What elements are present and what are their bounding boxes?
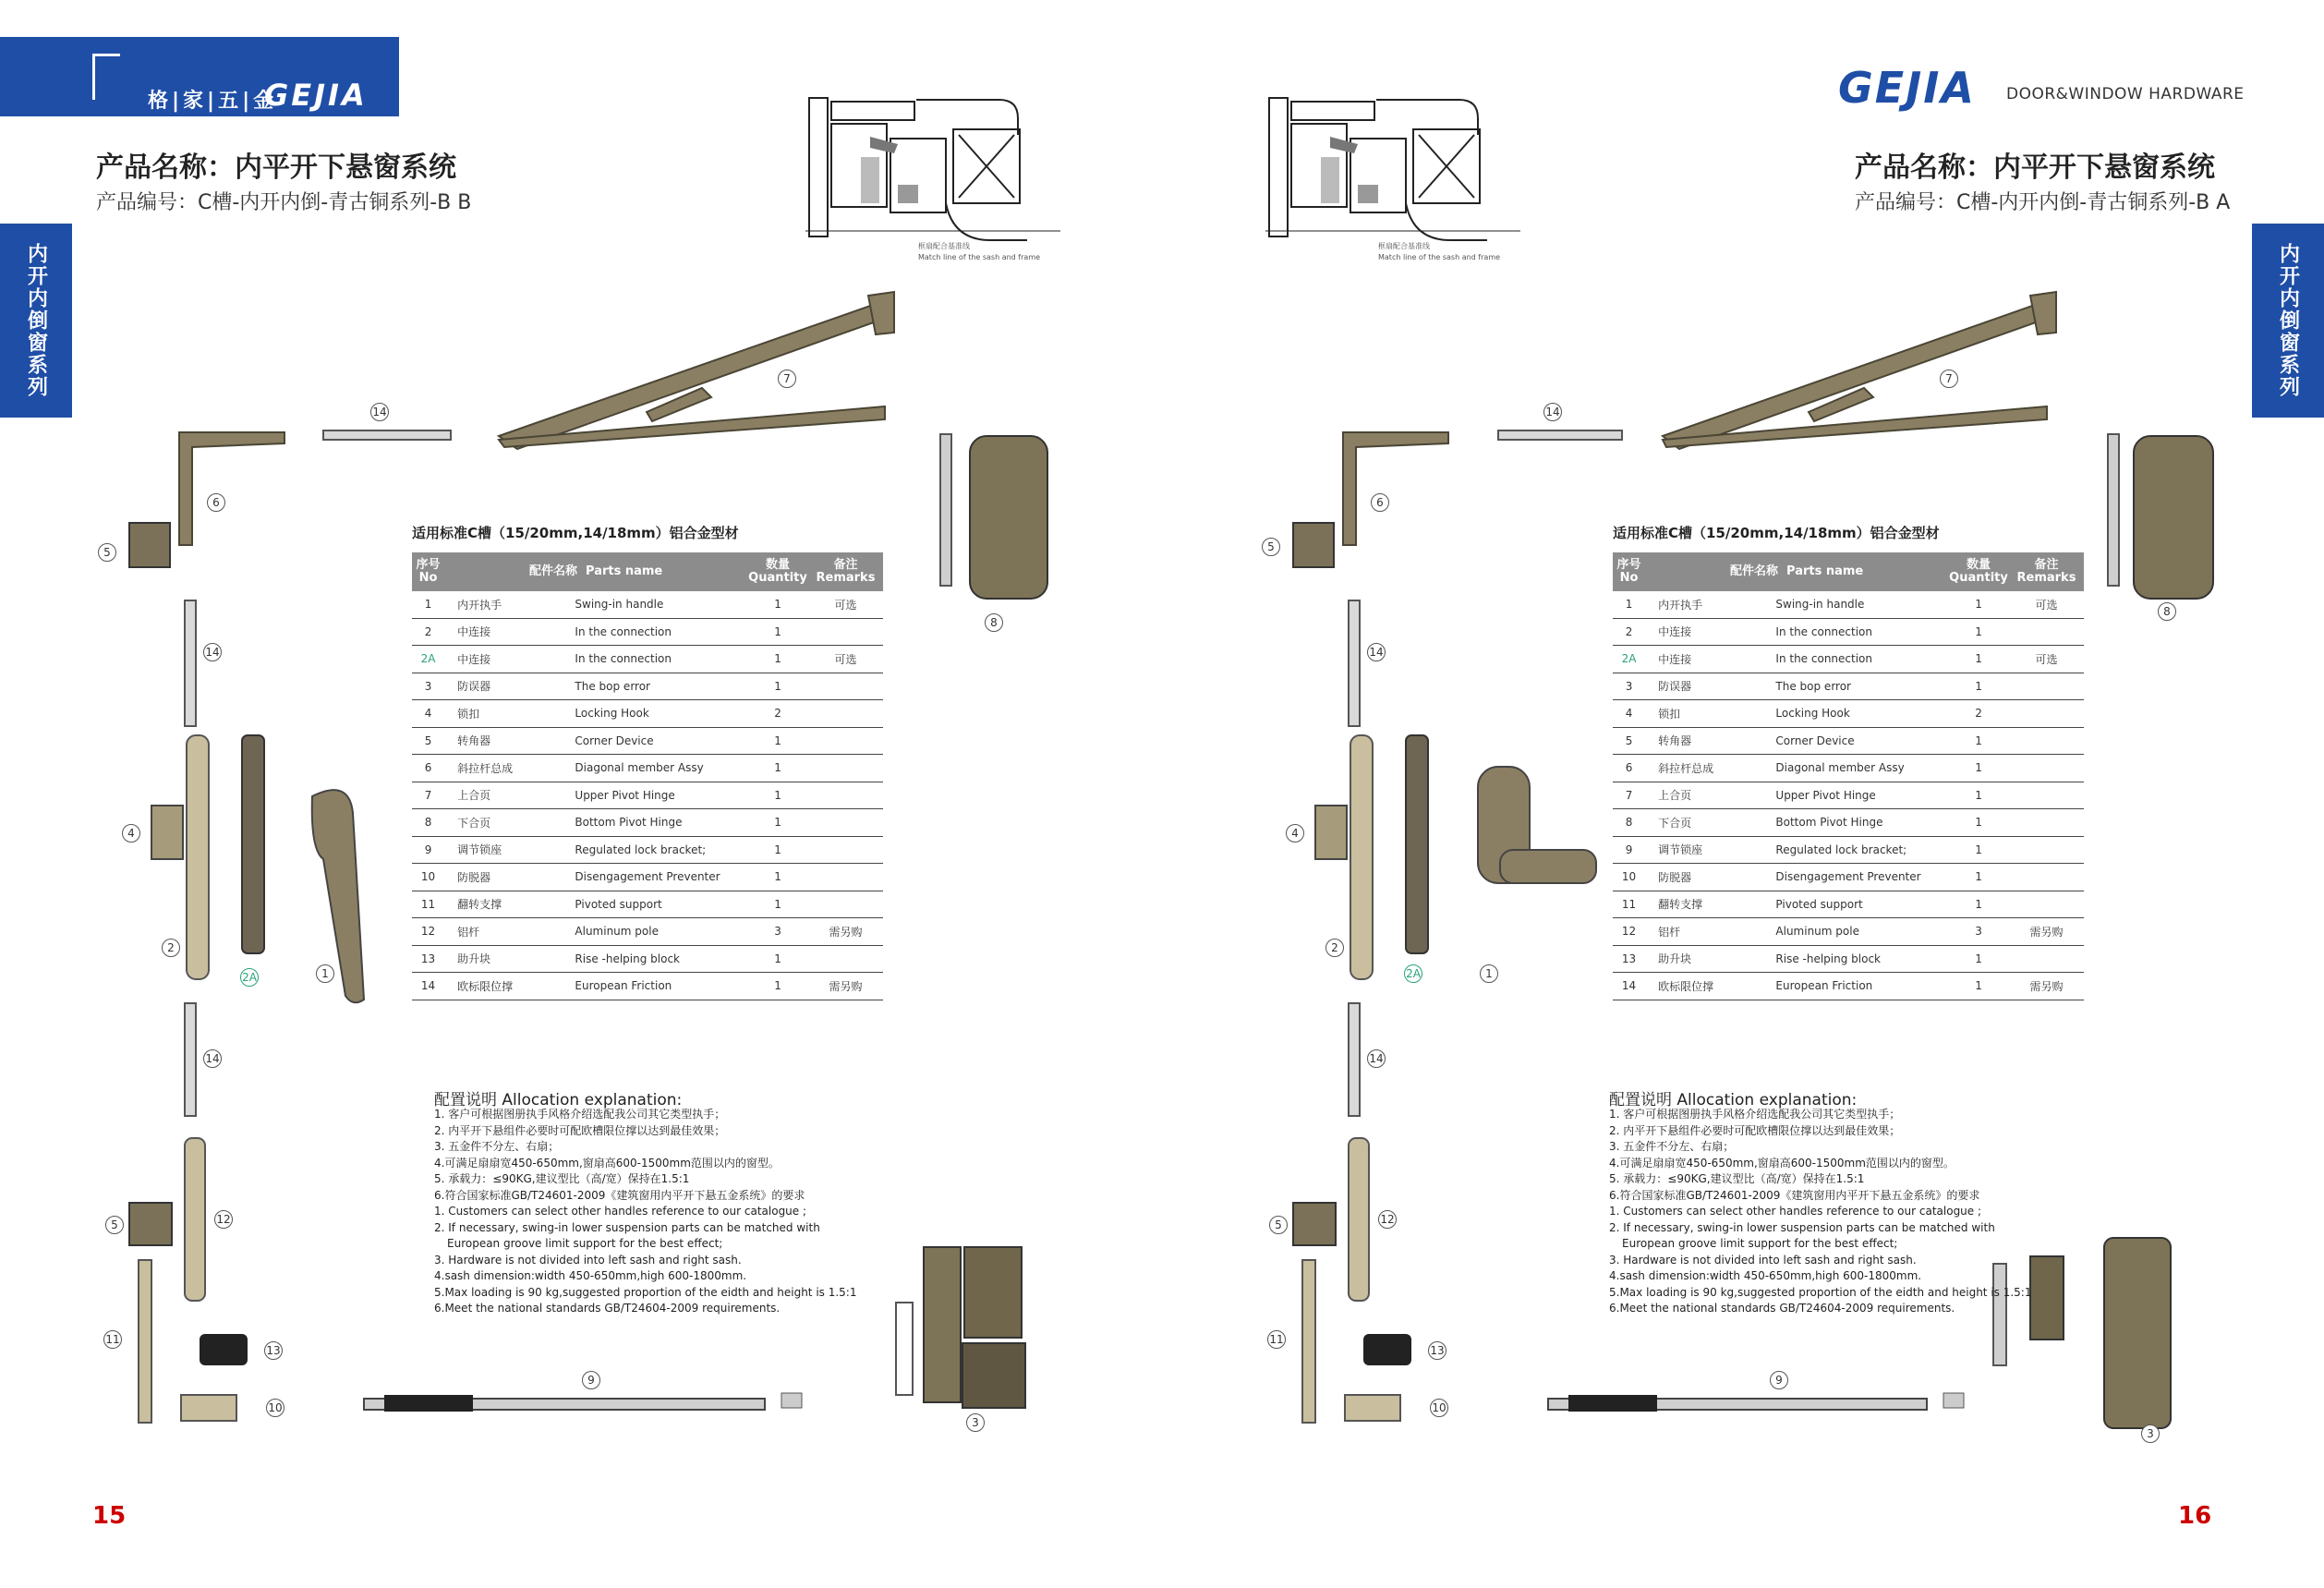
table-row: 3 防误器 The bop error 1 — [412, 673, 883, 700]
callout-13: 13 — [1428, 1341, 1446, 1360]
match-line-label-en: Match line of the sash and frame — [1378, 253, 1501, 261]
connection-rod — [1350, 735, 1373, 979]
callout-7: 8 — [2158, 602, 2176, 621]
logo-cn: 格|家|五|金 — [148, 90, 278, 113]
callout-12b: 14 — [1367, 643, 1386, 661]
table-row: 1 内开执手 Swing-in handle 1 可选 — [412, 591, 883, 618]
callout-12c: 14 — [1367, 1049, 1386, 1068]
aluminum-pole-mid — [1349, 600, 1360, 726]
product-code: 产品编号：C槽-内开内倒-青古铜系列-B A — [1855, 191, 2231, 214]
table-row: 1 内开执手 Swing-in handle 1 可选 — [1613, 591, 2084, 618]
list-item: 1. 客户可根据图册执手风格介绍选配我公司其它类型执手； — [434, 1108, 726, 1121]
upper-pivot-hinge — [2134, 436, 2213, 599]
list-item: 2. 内平开下悬组件必要时可配欧槽限位撑以达到最佳效果； — [434, 1123, 726, 1137]
callout-1: 1 — [316, 964, 334, 983]
list-item: 3. Hardware is not divided into left sash and right sash. — [1609, 1253, 1917, 1267]
col-name: 配件名称 Parts name — [1645, 552, 1948, 591]
callout-12: 14 — [370, 403, 389, 421]
product-title: 产品名称：内平开下悬窗系统 — [1855, 152, 2215, 184]
disengagement-preventer — [139, 1260, 151, 1423]
callout-12: 14 — [1543, 403, 1562, 421]
locking-hook-top — [129, 523, 170, 567]
allocation-title: 配置说明 Allocation explanation: — [1609, 1091, 1858, 1109]
bottom-pivot-hinge — [2104, 1238, 2171, 1428]
callout-2a: 2A — [240, 968, 259, 987]
pivoted-support — [1349, 1138, 1369, 1301]
callout-4: 5 — [1262, 538, 1280, 556]
callout-8: 3 — [2141, 1424, 2160, 1443]
list-item: 4.sash dimension:width 450-650mm,high 600-1800mm. — [434, 1269, 747, 1282]
diagonal-member-assy — [1663, 292, 2056, 449]
table-row: 6 斜拉杆总成 Diagonal member Assy 1 — [412, 755, 883, 782]
connection-2a — [242, 735, 264, 953]
locking-hook-top — [1293, 523, 1334, 567]
spec-line: 适用标准C槽（15/20mm,14/18mm）铝合金型材 — [412, 525, 739, 541]
parts-table — [412, 552, 883, 1000]
brand-subtitle: DOOR&WINDOW HARDWARE — [2006, 85, 2245, 103]
col-remarks: 备注 Remarks — [2009, 552, 2084, 591]
locking-hook-bottom — [129, 1203, 172, 1245]
match-line-label-cn: 框扇配合基准线 — [918, 242, 970, 250]
table-row: 3 防误器 The bop error 1 — [1613, 673, 2084, 700]
col-no: 序号 No — [1613, 552, 1645, 591]
table-row: 7 上合页 Upper Pivot Hinge 1 — [412, 782, 883, 809]
list-item: 6.符合国家标准GB/T24601-2009《建筑窗用内平开下悬五金系统》的要求 — [434, 1188, 805, 1202]
page-number: 15 — [92, 1502, 127, 1530]
list-item: 2. 内平开下悬组件必要时可配欧槽限位撑以达到最佳效果； — [1609, 1123, 1901, 1137]
bottom-pivot-hinge — [924, 1247, 961, 1402]
table-row: 13 助升块 Rise -helping block 1 — [412, 945, 883, 973]
table-row: 14 欧标限位撑 European Friction 1 需另购 — [412, 973, 883, 1000]
table-row: 9 调节锁座 Regulated lock bracket; 1 — [1613, 836, 2084, 864]
callout-13: 13 — [264, 1341, 283, 1360]
table-row: 5 转角器 Corner Device 1 — [1613, 727, 2084, 755]
table-row: 4 锁扣 Locking Hook 2 — [1613, 700, 2084, 728]
col-qty: 数量 Quantity — [747, 552, 808, 591]
aluminum-pole-bottom — [185, 1003, 196, 1116]
callout-1: 1 — [1480, 964, 1498, 983]
callout-12c: 14 — [203, 1049, 222, 1068]
table-row: 10 防脱器 Disengagement Preventer 1 — [412, 864, 883, 891]
list-item: 4.sash dimension:width 450-650mm,high 600-1800mm. — [1609, 1269, 1922, 1282]
table-row: 5 转角器 Corner Device 1 — [412, 727, 883, 755]
callout-3: 4 — [1286, 824, 1304, 842]
table-row: 2A 中连接 In the connection 1 可选 — [412, 646, 883, 673]
table-row: 11 翻转支撑 Pivoted support 1 — [1613, 891, 2084, 918]
list-item: 4.可满足扇扇宽450-650mm,窗扇高600-1500mm范围以内的窗型。 — [434, 1156, 780, 1170]
locking-hook-bottom — [1293, 1203, 1336, 1245]
product-code: 产品编号：C槽-内开内倒-青古铜系列-B B — [96, 191, 472, 214]
connection-rod — [187, 735, 209, 979]
callout-2: 2 — [1325, 939, 1344, 957]
rise-helping-block — [1363, 1334, 1411, 1365]
table-row: 2 中连接 In the connection 1 — [412, 618, 883, 646]
list-item: 6.Meet the national standards GB/T24604-2009 requirements. — [1609, 1302, 1955, 1315]
spec-line: 适用标准C槽（15/20mm,14/18mm）铝合金型材 — [1613, 525, 1940, 541]
list-item: 1. Customers can select other handles reference to our catalogue ; — [434, 1205, 807, 1218]
aluminum-pole-bottom — [1349, 1003, 1360, 1116]
bop-error — [1315, 806, 1347, 859]
table-row: 11 翻转支撑 Pivoted support 1 — [412, 891, 883, 918]
bop-error — [151, 806, 183, 859]
callout-14: 9 — [1770, 1371, 1788, 1389]
list-item: European groove limit support for the best effect; — [447, 1237, 723, 1250]
list-item: 1. 客户可根据图册执手风格介绍选配我公司其它类型执手； — [1609, 1108, 1901, 1121]
parts-table-body — [412, 591, 883, 1000]
corner-device — [1343, 432, 1448, 545]
list-item: 3. Hardware is not divided into left sash and right sash. — [434, 1253, 742, 1267]
list-item: 2. If necessary, swing-in lower suspension parts can be matched with — [1609, 1220, 1995, 1234]
callout-10: 11 — [103, 1330, 122, 1349]
callout-3: 4 — [122, 824, 140, 842]
allocation-list — [434, 1107, 857, 1317]
side-tab: 内开内倒窗系列 — [2252, 224, 2324, 418]
list-item: 6.符合国家标准GB/T24601-2009《建筑窗用内平开下悬五金系统》的要求 — [1609, 1188, 1980, 1202]
callout-2a: 2A — [1404, 964, 1422, 983]
table-row: 10 防脱器 Disengagement Preventer 1 — [1613, 864, 2084, 891]
table-row: 4 锁扣 Locking Hook 2 — [412, 700, 883, 728]
callout-11: 12 — [1378, 1210, 1397, 1229]
parts-table — [1613, 552, 2084, 1000]
allocation-list — [1609, 1107, 2032, 1317]
allocation-title: 配置说明 Allocation explanation: — [434, 1091, 683, 1109]
page-16 — [1162, 0, 2324, 1588]
table-row: 12 铝杆 Aluminum pole 3 需另购 — [1613, 918, 2084, 946]
callout-14: 9 — [582, 1371, 600, 1389]
callout-8: 3 — [966, 1413, 985, 1432]
upper-pivot-hinge — [970, 436, 1047, 599]
callout-6: 7 — [1940, 370, 1958, 388]
list-item: 5. 承载力：≤90KG,建议型比（高/宽）保持在1.5:1 — [1609, 1172, 1865, 1185]
callout-9: 10 — [266, 1399, 284, 1417]
lock-bracket — [1345, 1395, 1400, 1421]
list-item: 3. 五金件不分左、右扇； — [1609, 1140, 1735, 1153]
match-line-label-cn: 框扇配合基准线 — [1378, 242, 1430, 250]
callout-4b: 5 — [1269, 1216, 1288, 1234]
page-number: 16 — [2178, 1502, 2212, 1530]
side-tab: 内开内倒窗系列 — [0, 224, 72, 418]
callout-11: 12 — [214, 1210, 233, 1229]
list-item: 1. Customers can select other handles reference to our catalogue ; — [1609, 1205, 1982, 1218]
pivoted-support — [185, 1138, 205, 1301]
table-row: 2A 中连接 In the connection 1 可选 — [1613, 646, 2084, 673]
list-item: 5.Max loading is 90 kg,suggested proportion of the eidth and height is 1.5:1 — [1609, 1285, 2032, 1299]
diagonal-member-assy — [499, 292, 894, 449]
lock-bracket — [181, 1395, 236, 1421]
list-item: 3. 五金件不分左、右扇； — [434, 1140, 560, 1153]
callout-5: 6 — [207, 493, 225, 512]
corner-device — [179, 432, 284, 545]
disengagement-preventer — [1302, 1260, 1315, 1423]
list-item: 4.可满足扇扇宽450-650mm,窗扇高600-1500mm范围以内的窗型。 — [1609, 1156, 1955, 1170]
list-item: 5.Max loading is 90 kg,suggested proportion of the eidth and height is 1.5:1 — [434, 1285, 857, 1299]
table-row: 2 中连接 In the connection 1 — [1613, 618, 2084, 646]
table-row: 8 下合页 Bottom Pivot Hinge 1 — [1613, 809, 2084, 837]
match-line-label-en: Match line of the sash and frame — [918, 253, 1041, 261]
list-item: 6.Meet the national standards GB/T24604-2009 requirements. — [434, 1302, 781, 1315]
table-row: 7 上合页 Upper Pivot Hinge 1 — [1613, 782, 2084, 809]
callout-4: 5 — [98, 543, 116, 562]
col-name: 配件名称 Parts name — [444, 552, 747, 591]
brand-logo: GEJIA — [1838, 63, 1977, 113]
callout-12b: 14 — [203, 643, 222, 661]
table-row: 12 铝杆 Aluminum pole 3 需另购 — [412, 918, 883, 946]
table-row: 14 欧标限位撑 European Friction 1 需另购 — [1613, 973, 2084, 1000]
rise-helping-block — [200, 1334, 248, 1365]
connection-2a — [1406, 735, 1428, 953]
callout-4b: 5 — [105, 1216, 124, 1234]
col-remarks: 备注 Remarks — [808, 552, 883, 591]
aluminum-pole-top — [323, 430, 451, 440]
col-qty: 数量 Quantity — [1948, 552, 2009, 591]
table-row: 6 斜拉杆总成 Diagonal member Assy 1 — [1613, 755, 2084, 782]
callout-7: 8 — [985, 613, 1003, 632]
table-row: 13 助升块 Rise -helping block 1 — [1613, 945, 2084, 973]
parts-table-body — [1613, 591, 2084, 1000]
callout-5: 6 — [1371, 493, 1389, 512]
logo-en: GEJIA — [264, 78, 368, 113]
aluminum-pole-top — [1498, 430, 1622, 440]
col-no: 序号 No — [412, 552, 444, 591]
callout-6: 7 — [778, 370, 796, 388]
list-item: 2. If necessary, swing-in lower suspension parts can be matched with — [434, 1220, 820, 1234]
callout-9: 10 — [1430, 1399, 1448, 1417]
product-title: 产品名称：内平开下悬窗系统 — [96, 152, 456, 184]
table-row: 9 调节锁座 Regulated lock bracket; 1 — [412, 836, 883, 864]
callout-10: 11 — [1267, 1330, 1286, 1349]
callout-2: 2 — [162, 939, 180, 957]
aluminum-pole-mid — [185, 600, 196, 726]
list-item: European groove limit support for the best effect; — [1622, 1237, 1898, 1250]
table-row: 8 下合页 Bottom Pivot Hinge 1 — [412, 809, 883, 837]
list-item: 5. 承载力：≤90KG,建议型比（高/宽）保持在1.5:1 — [434, 1172, 690, 1185]
